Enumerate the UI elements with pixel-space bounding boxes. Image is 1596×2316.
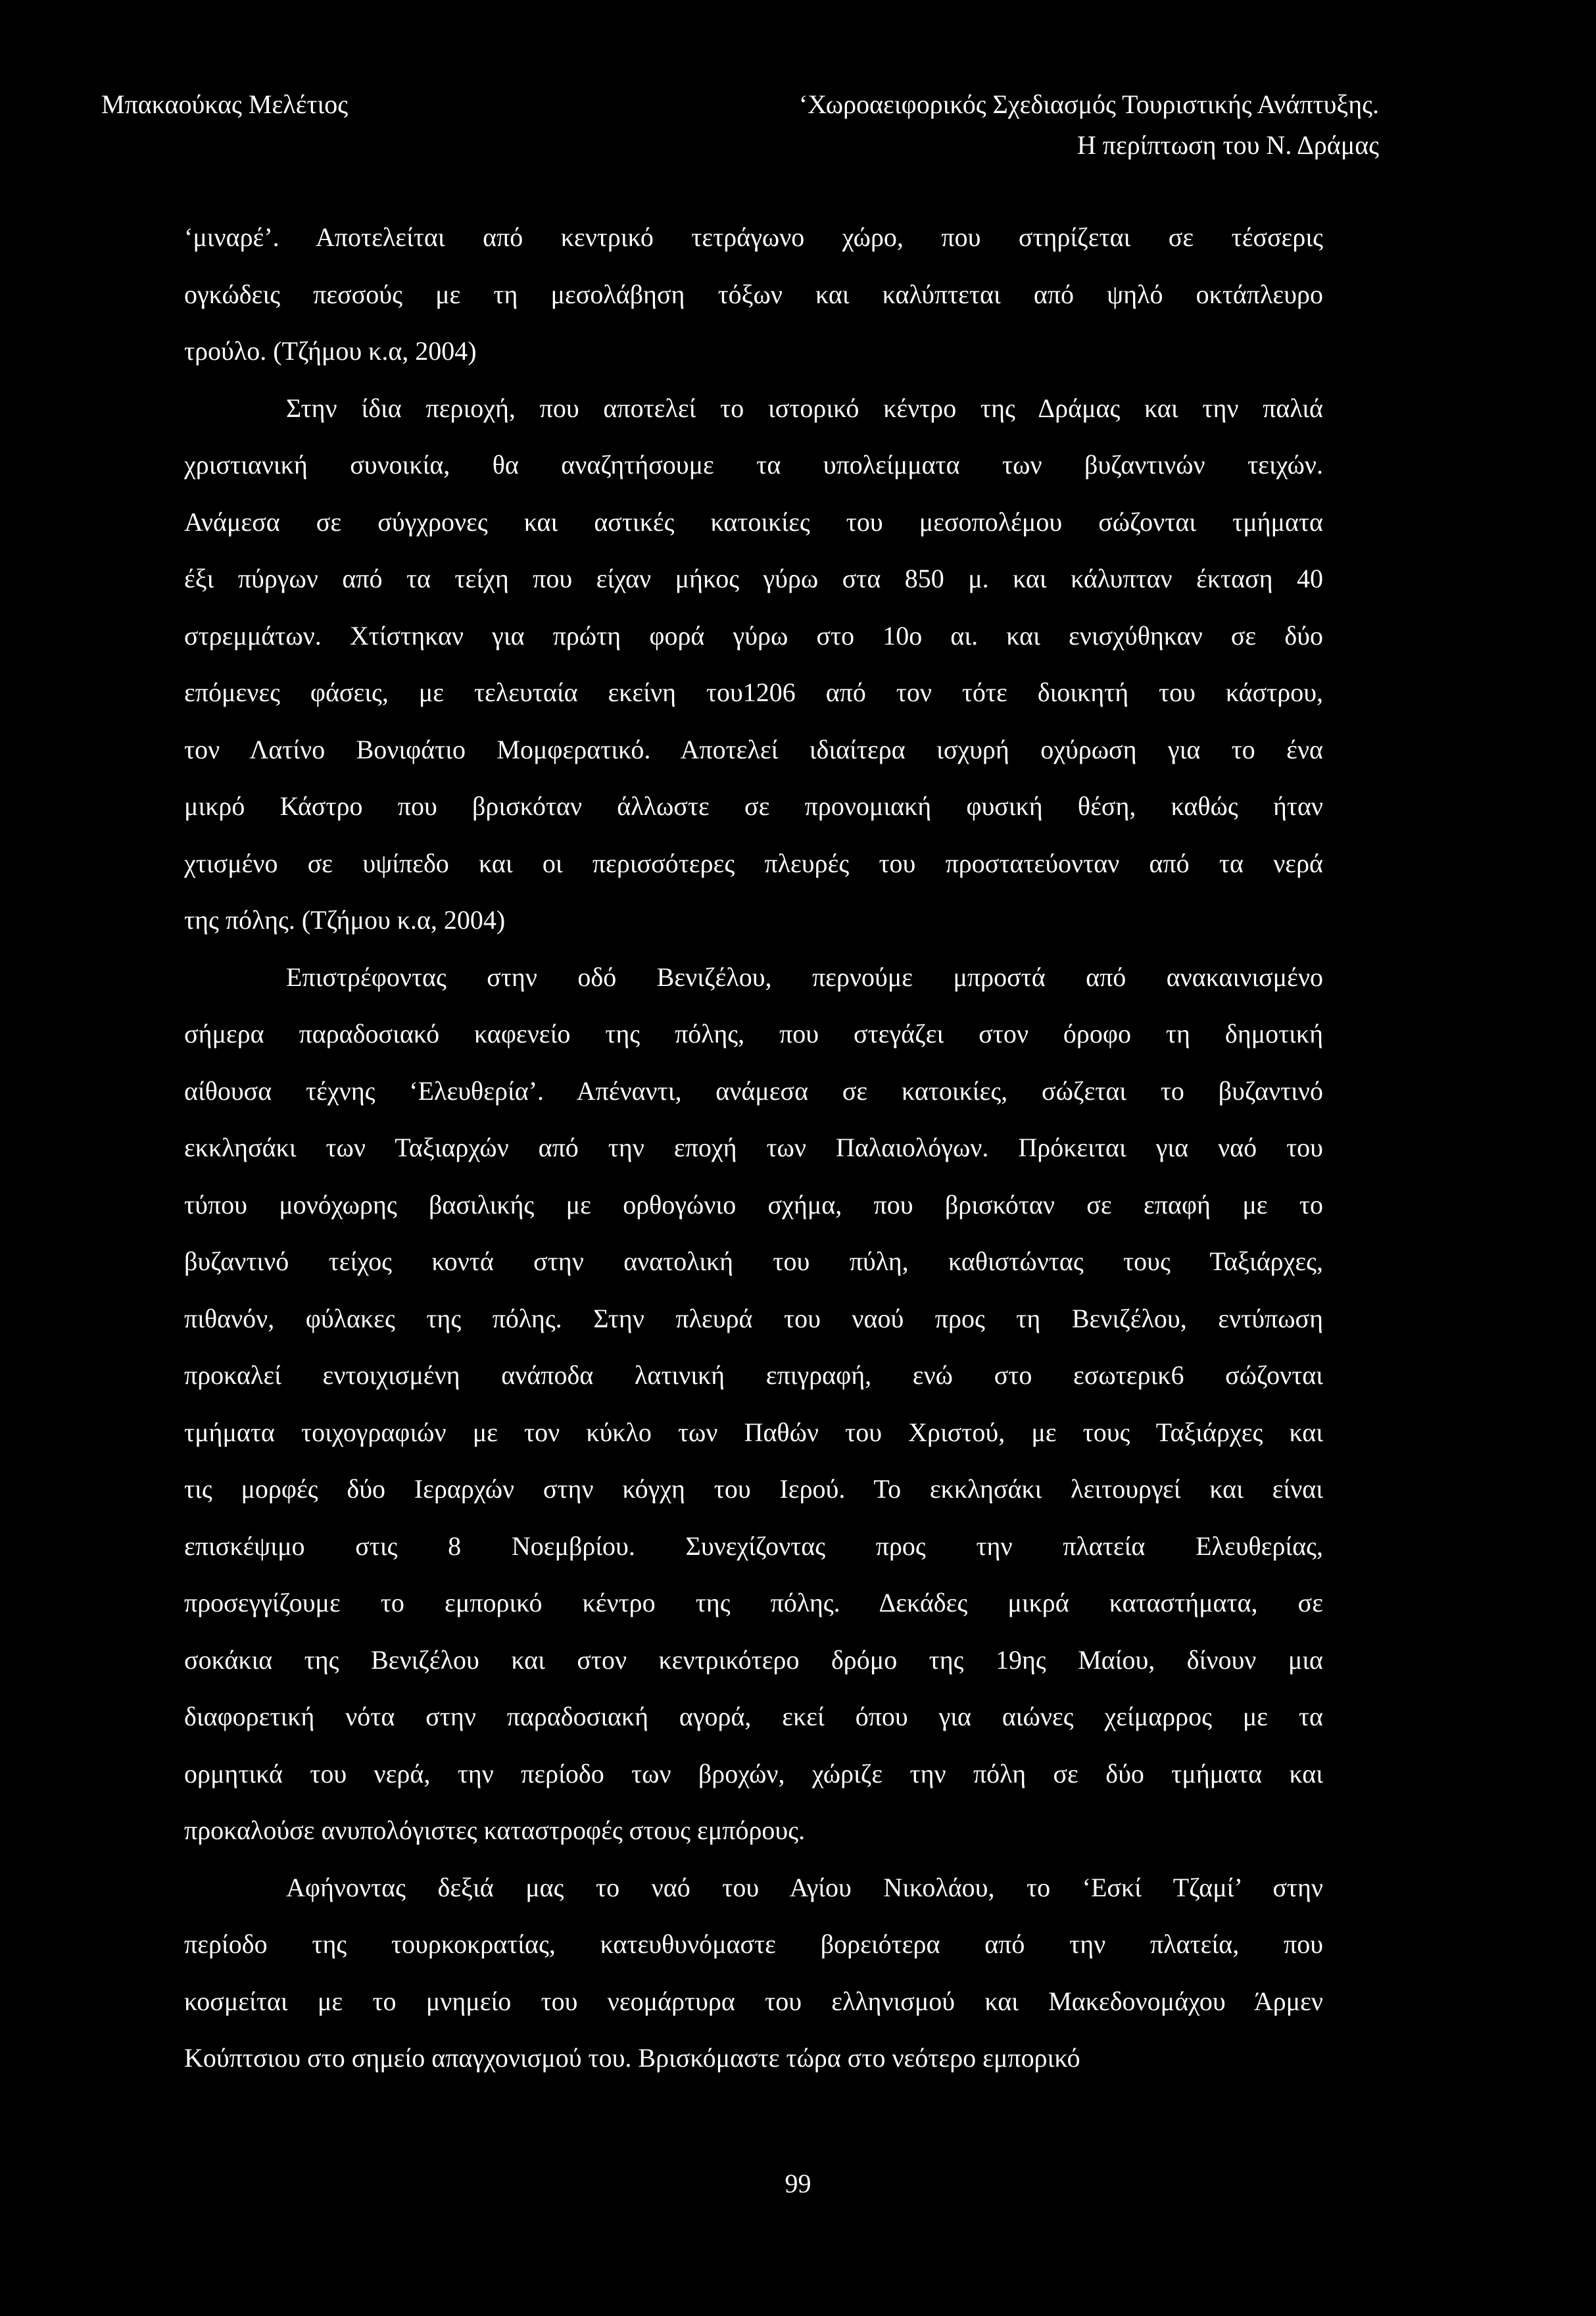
- text-line: προκαλεί εντοιχισμένη ανάποδα λατινική επιγραφή, ενώ στο εσωτερικ6 σώζονται: [184, 1360, 1323, 1390]
- text-line: προκαλούσε ανυπολόγιστες καταστροφές στους εμπόρους.: [184, 1815, 806, 1845]
- text-line: εκκλησάκι των Ταξιαρχών από την εποχή των Παλαιολόγων. Πρόκειται για ναό του: [184, 1133, 1323, 1162]
- text-line: Αφήνοντας δεξιά μας το ναό του Αγίου Νικολάου, το ‘Εσκί Τζαμί’ στην: [286, 1872, 1323, 1902]
- text-line: Ανάμεσα σε σύγχρονες και αστικές κατοικίες του μεσοπολέμου σώζονται τμήματα: [184, 506, 1323, 537]
- text-line: στρεμμάτων. Χτίστηκαν για πρώτη φορά γύρω στο 10ο αι. και ενισχύθηκαν σε δύο: [184, 620, 1323, 651]
- text-line: κοσμείται με το μνημείο του νεομάρτυρα του ελληνισμού και Μακεδονομάχου Άρμεν: [184, 1986, 1323, 2016]
- text-line: σοκάκια της Βενιζέλου και στον κεντρικότερο δρόμο της 19ης Μαίου, δίνουν μια: [184, 1644, 1323, 1675]
- text-line: επισκέψιμο στις 8 Νοεμβρίου. Συνεχίζοντας προς την πλατεία Ελευθερίας,: [184, 1531, 1323, 1561]
- text-line: μικρό Κάστρο που βρισκόταν άλλωστε σε προνομιακή φυσική θέση, καθώς ήταν: [184, 791, 1323, 821]
- text-line: έξι πύργων από τα τείχη που είχαν μήκος γύρω στα 850 μ. και κάλυπταν έκταση 40: [184, 564, 1323, 593]
- text-line: της πόλης. (Τζήμου κ.α, 2004): [184, 905, 506, 935]
- header-title-line-1: ‘Χωροαειφορικός Σχεδιασμός Τουριστικής Ανάπτυξης.: [798, 89, 1379, 119]
- text-line: χτισμένο σε υψίπεδο και οι περισσότερες πλευρές του προστατεύονταν από τα νερά: [184, 848, 1323, 878]
- text-line: επόμενες φάσεις, με τελευταία εκείνη του1206 από τον τότε διοικητή του κάστρου,: [184, 678, 1323, 707]
- header-title-line-2: Η περίπτωση του Ν. Δράμας: [1076, 130, 1379, 160]
- paragraph: [184, 1860, 1323, 2087]
- text-line: Επιστρέφοντας στην οδό Βενιζέλου, περνούμε μπροστά από ανακαινισμένο: [286, 962, 1323, 992]
- text-line: περίοδο της τουρκοκρατίας, κατευθυνόμαστε βορειότερα από την πλατεία, που: [184, 1929, 1323, 1959]
- text-line: προσεγγίζουμε το εμπορικό κέντρο της πόλης. Δεκάδες μικρά καταστήματα, σε: [184, 1588, 1323, 1617]
- text-line: διαφορετική νότα στην παραδοσιακή αγορά, εκεί όπου για αιώνες χείμαρρος με τα: [184, 1702, 1323, 1731]
- text-line: χριστιανική συνοικία, θα αναζητήσουμε τα υπολείμματα των βυζαντινών τειχών.: [184, 450, 1323, 480]
- text-line: σήμερα παραδοσιακό καφενείο της πόλης, που στεγάζει στον όροφο τη δημοτική: [184, 1019, 1323, 1048]
- header-author: Μπακαούκας Μελέτιος: [101, 89, 349, 119]
- text-line: Κούπτσιου στο σημείο απαγχονισμού του. Βρισκόμαστε τώρα στο νεότερο εμπορικό: [184, 2043, 1080, 2073]
- text-line: τις μορφές δύο Ιεραρχών στην κόγχη του Ιερού. Το εκκλησάκι λειτουργεί και είναι: [184, 1474, 1323, 1504]
- body-text: [184, 209, 1323, 2087]
- text-line: τύπου μονόχωρης βασιλικής με ορθογώνιο σχήμα, που βρισκόταν σε επαφή με το: [184, 1189, 1323, 1220]
- paragraph: [184, 209, 1323, 380]
- header-title: [799, 84, 1379, 166]
- paragraph: [184, 949, 1323, 1860]
- text-line: βυζαντινό τείχος κοντά στην ανατολική του πύλη, καθιστώντας τους Ταξιάρχες,: [184, 1246, 1323, 1276]
- paragraph: [184, 380, 1323, 949]
- text-line: τμήματα τοιχογραφιών με τον κύκλο των Παθών του Χριστού, με τους Ταξιάρχες και: [184, 1417, 1323, 1447]
- text-line: τον Λατίνο Βονιφάτιο Μομφερατικό. Αποτελεί ιδιαίτερα ισχυρή οχύρωση για το ένα: [184, 734, 1323, 764]
- text-line: ‘μιναρέ’. Αποτελείται από κεντρικό τετράγωνο χώρο, που στηρίζεται σε τέσσερις: [184, 222, 1323, 252]
- text-line: ογκώδεις πεσσούς με τη μεσολάβηση τόξων και καλύπτεται από ψηλό οκτάπλευρο: [184, 279, 1323, 309]
- text-line: τρούλο. (Τζήμου κ.α, 2004): [184, 336, 477, 366]
- text-line: Στην ίδια περιοχή, που αποτελεί το ιστορικό κέντρο της Δράμας και την παλιά: [286, 393, 1323, 423]
- text-line: αίθουσα τέχνης ‘Ελευθερία’. Απέναντι, ανάμεσα σε κατοικίες, σώζεται το βυζαντινό: [184, 1075, 1323, 1106]
- page-number: 99: [785, 2169, 811, 2198]
- text-line: ορμητικά του νερά, την περίοδο των βροχών, χώριζε την πόλη σε δύο τμήματα και: [184, 1758, 1323, 1788]
- text-line: πιθανόν, φύλακες της πόλης. Στην πλευρά του ναού προς τη Βενιζέλου, εντύπωση: [184, 1303, 1323, 1333]
